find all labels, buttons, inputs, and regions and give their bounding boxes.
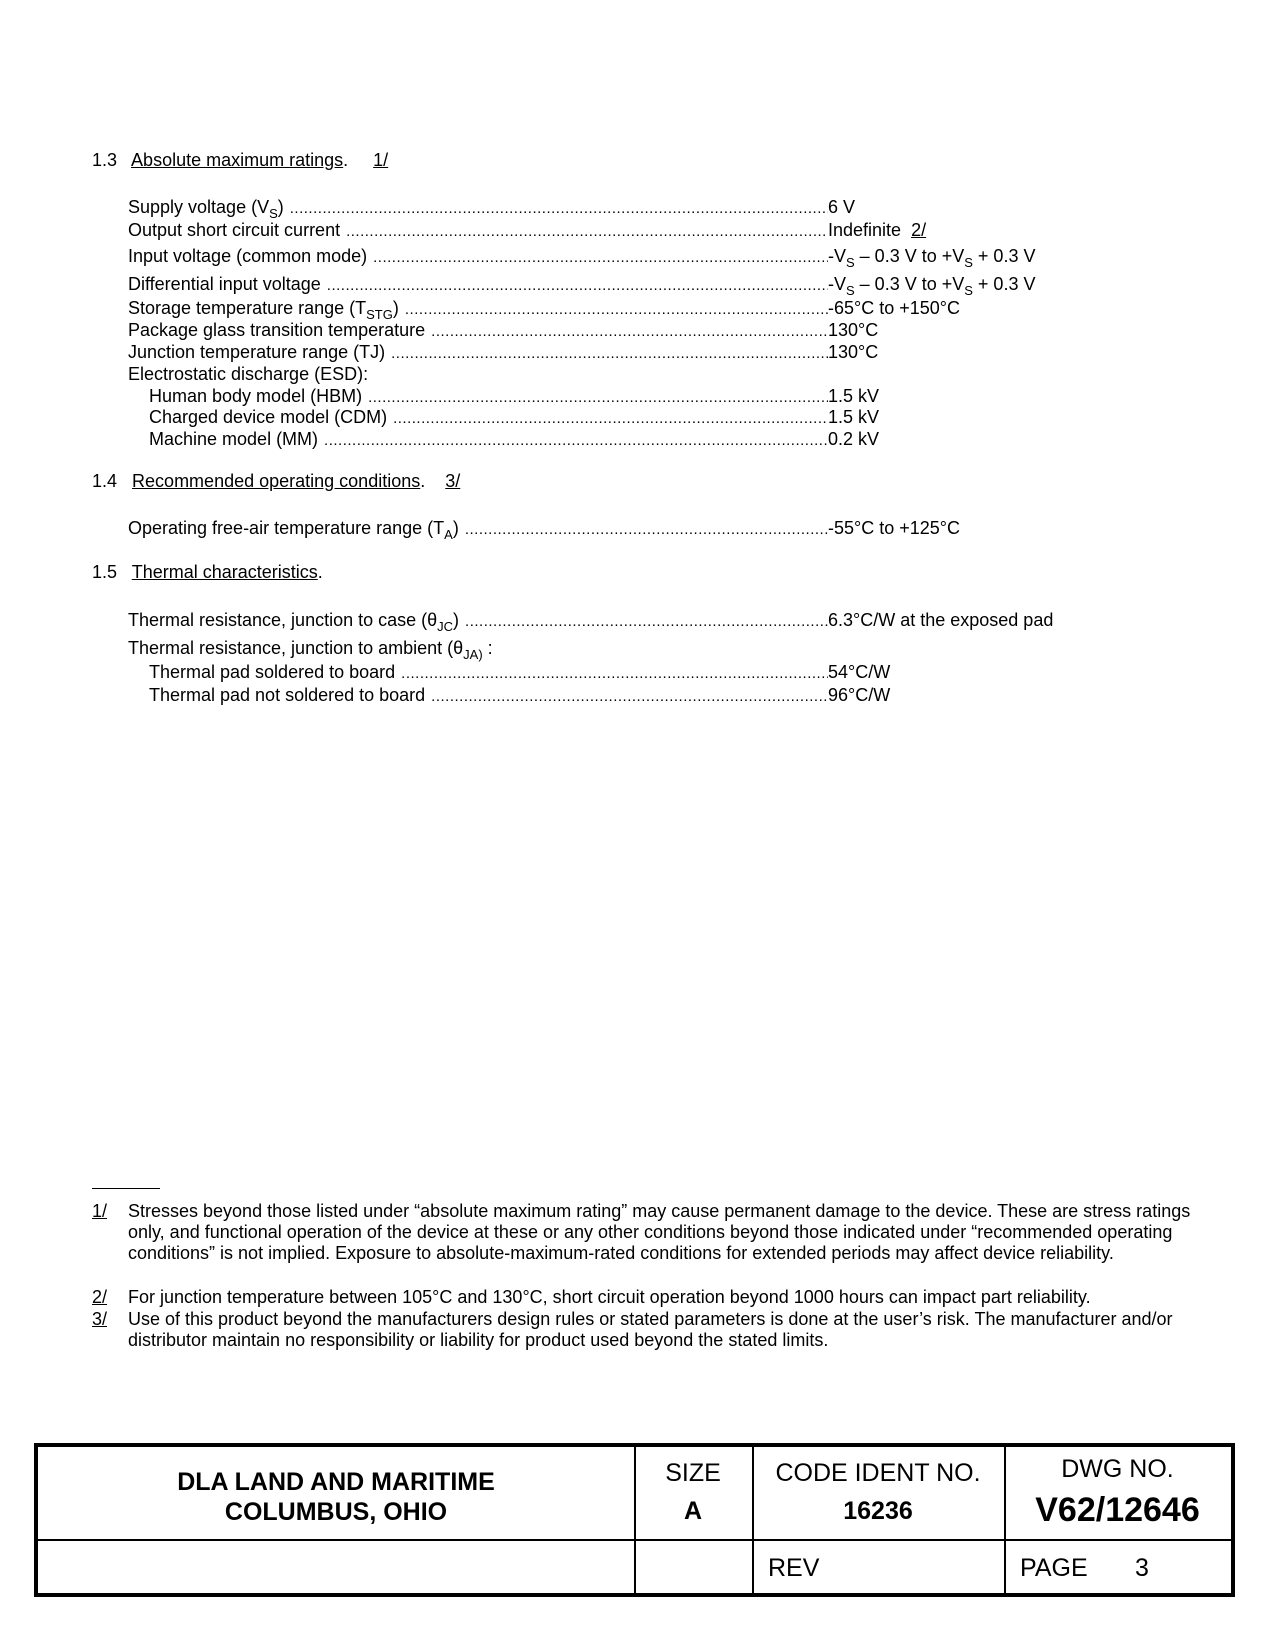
footnote-1-text: Stresses beyond those listed under “absolute maximum rating” may cause permanent damage to the device. These are stress ratings only, and functional operation of the device at these or any other conditions beyond those indicated under “recommended operating conditions” is not implied. Exposure to absolute-maximum-rated conditions for extended periods may affect device reliability. [128,1201,1191,1263]
hbm-value: 1.5 kV [828,386,880,406]
rating-hbm: Human body model (HBM) ..... [149,386,828,408]
cdm-value: 1.5 kV [828,407,880,427]
thermal-pad-not-soldered-value: 96°C/W [828,685,891,705]
thermal-pad-soldered-value: 54°C/W [828,662,891,682]
page-number: 3 [1135,1554,1149,1582]
storage-temperature-value: -65°C to +150°C [828,298,960,318]
section-1-3-heading: 1.3 Absolute maximum ratings. 1/ [92,150,389,170]
section-title: Absolute maximum ratings [131,150,344,170]
footnote-ref: 3/ [445,471,461,491]
rating-supply-voltage: Supply voltage $(V_S)$ ..... [128,197,828,219]
output-short-value: Indefinite 2/ [828,220,927,240]
rating-glass-transition: Package glass transition temperature ..... [128,320,828,342]
dwg-no-value: V62/12646 [1035,1491,1200,1529]
section-title: Thermal characteristics [131,562,318,582]
footnote-ref: 2/ [911,220,927,240]
footnote-3-text: Use of this product beyond the manufacturers design rules or stated parameters is done at the user’s risk. The manufacturer and/or distributor maintain no responsibility or liability for product used beyond the stated limits. [128,1309,1173,1350]
rating-output-short-circuit: Output short circuit current ..... [128,220,828,242]
thermal-resistance-jc: Thermal resistance, junction to case $(\theta_{JC})$ ..... [128,610,828,632]
thermal-pad-soldered: Thermal pad soldered to board ..... [149,662,828,684]
operating-temperature-value: -55°C to +125°C [828,518,960,538]
title-block [34,1443,1235,1597]
glass-transition-value: 130°C [828,320,879,340]
esd-heading: Electrostatic discharge (ESD): [128,364,369,384]
size-value: A [683,1497,703,1525]
rating-input-voltage: Input voltage (common mode) ..... [128,246,828,268]
rating-cdm: Charged device model (CDM) ..... [149,407,828,429]
code-ident-label: CODE IDENT NO. [775,1459,981,1487]
section-1-5-heading: 1.5 Thermal characteristics. [92,562,323,582]
rating-differential-input: Differential input voltage ..... [128,274,828,296]
footnote-ref: 1/ [373,150,389,170]
code-ident-value: 16236 [843,1497,913,1525]
footnote-2-text: For junction temperature between 105°C and 130°C, short circuit operation beyond 1000 hours can impact part reliability. [128,1287,1091,1307]
page-label: PAGE [1020,1554,1088,1582]
supply-voltage-value: 6 V [828,197,856,217]
footnote-divider [92,1188,160,1189]
thermal-jc-value: 6.3°C/W at the exposed pad [828,610,1054,630]
thermal-resistance-ja-heading: Thermal resistance, junction to ambient ($\theta_{JA)}$ : [128,638,493,662]
rating-storage-temperature: Storage temperature range $(T_{STG})$ ..... [128,298,828,320]
dwg-no-label: DWG NO. [1061,1455,1174,1483]
section-1-4-heading: 1.4 Recommended operating conditions. 3/ [92,471,461,491]
operating-temperature-range: Operating free-air temperature range $(T_A)$ ..... [128,518,828,540]
rating-mm: Machine model (MM) ..... [149,429,828,451]
input-voltage-value: $-V_S - 0.3$ V to $+V_S + 0.3$ V [828,246,1036,270]
section-title: Recommended operating conditions [132,471,421,491]
footnote-1-number: 1/ [92,1201,108,1221]
rating-junction-temperature: Junction temperature range (TJ) ..... [128,342,828,364]
junction-temperature-value: 130°C [828,342,879,362]
footnote-2-number: 2/ [92,1287,108,1307]
size-label: SIZE [665,1459,721,1487]
organization-name: DLA LAND AND MARITIME COLUMBUS, OHIO [177,1468,495,1526]
mm-value: 0.2 kV [828,429,880,449]
thermal-pad-not-soldered: Thermal pad not soldered to board ..... [149,685,828,707]
footnote-3-number: 3/ [92,1309,108,1329]
differential-input-value: $-V_S - 0.3$ V to $+V_S + 0.3$ V [828,274,1036,298]
rev-label: REV [768,1554,820,1582]
